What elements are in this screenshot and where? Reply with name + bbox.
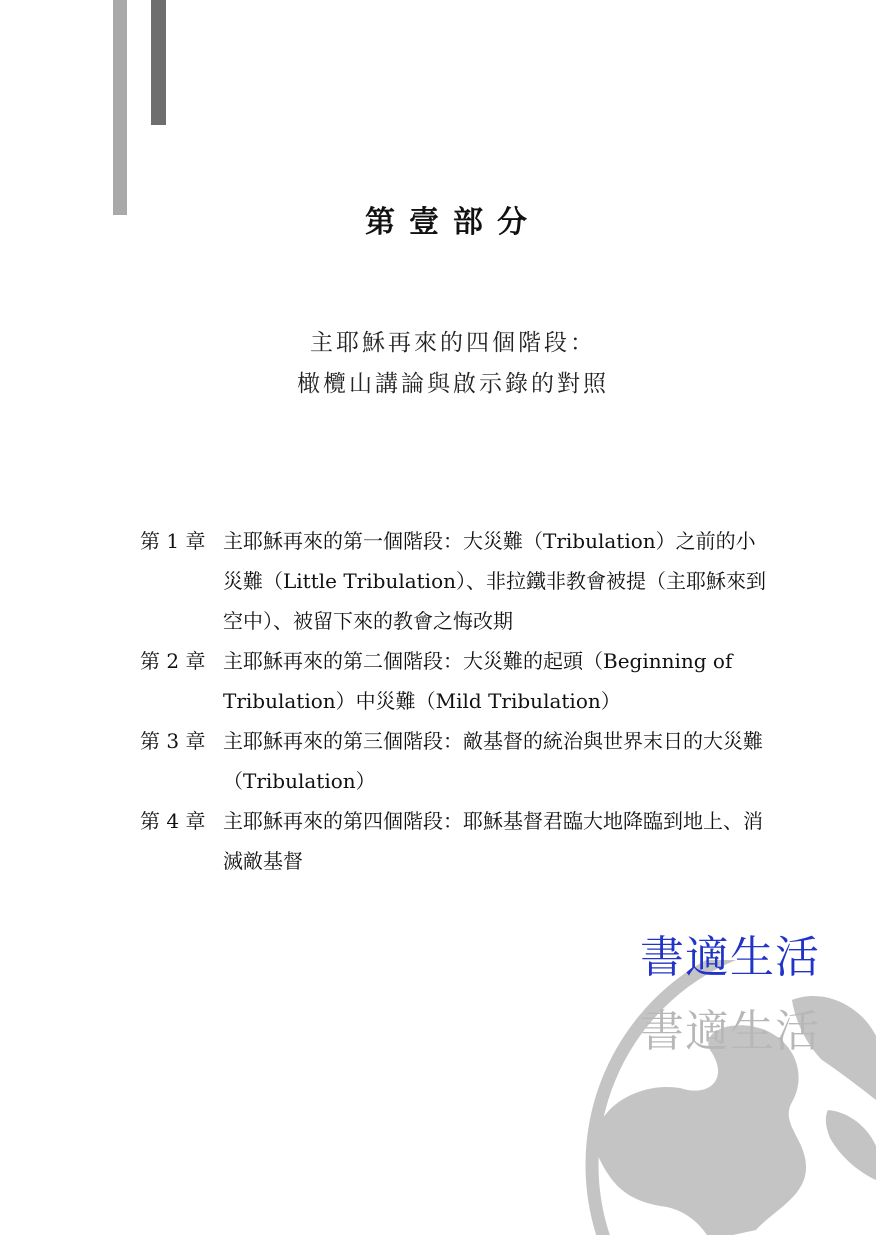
toc-entry-1[interactable]	[140, 521, 770, 641]
watermark-text-blue: 書適生活	[640, 932, 820, 983]
chapter-number: 第 4 章	[140, 809, 206, 833]
table-of-contents	[140, 521, 770, 881]
subtitle-line-1: 主耶穌再來的四個階段：	[310, 330, 596, 356]
chapter-number: 第 2 章	[140, 649, 206, 673]
toc-entry-3[interactable]	[140, 721, 770, 801]
watermark-text-gray: 書適生活	[640, 1006, 820, 1057]
toc-entry-2[interactable]	[140, 641, 770, 721]
decorative-bar-light	[113, 0, 127, 215]
chapter-title: 主耶穌再來的第三個階段：敵基督的統治與世界末日的大災難（Tribulation）	[223, 729, 763, 793]
toc-entry-4[interactable]	[140, 801, 770, 881]
chapter-title: 主耶穌再來的第二個階段：大災難的起頭（Beginning of Tribulation）中災難（Mild Tribulation）	[223, 649, 733, 713]
chapter-number: 第 1 章	[140, 529, 206, 553]
chapter-title: 主耶穌再來的第四個階段：耶穌基督君臨大地降臨到地上、消滅敵基督	[223, 809, 763, 873]
part-title: 第壹部分	[365, 205, 541, 240]
decorative-bar-dark	[151, 0, 166, 125]
subtitle-line-2: 橄欖山講論與啟示錄的對照	[297, 371, 609, 397]
chapter-number: 第 3 章	[140, 729, 206, 753]
chapter-title: 主耶穌再來的第一個階段：大災難（Tribulation）之前的小災難（Little Tribulation）、非拉鐵非教會被提（主耶穌來到空中）、被留下來的教會之悔改期	[223, 529, 766, 633]
